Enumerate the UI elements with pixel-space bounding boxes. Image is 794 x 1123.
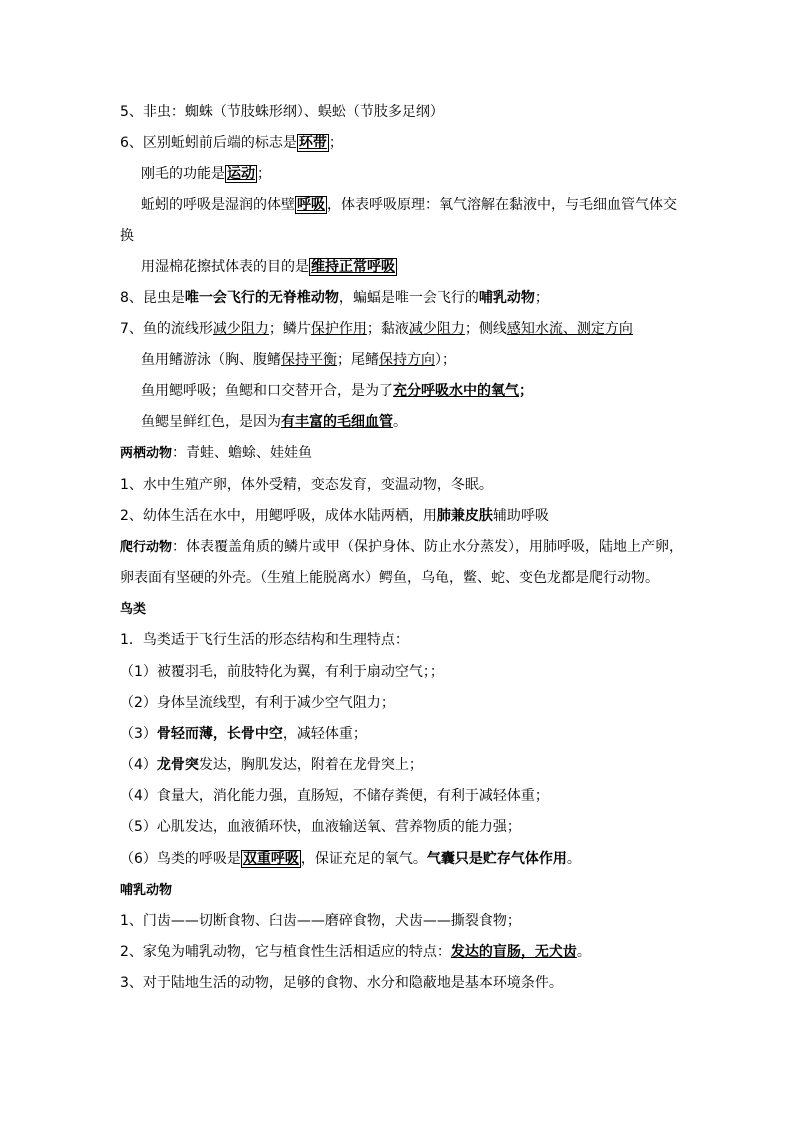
text-line	[120, 629, 690, 651]
text-line	[120, 474, 690, 496]
underlined-term: 保持方向	[379, 352, 435, 368]
line-text: 鱼用鳍游泳（胸、腹鳍	[141, 352, 281, 368]
bold-term: 龙骨突	[156, 757, 199, 773]
line-text: ；	[534, 290, 549, 306]
text-line	[141, 380, 711, 402]
line-text: ，蝙蝠是唯一会飞行的	[338, 290, 479, 306]
bold-underlined-term: 充分呼吸水中的氧气	[393, 383, 519, 399]
text-line	[141, 163, 711, 185]
line-text: ；侧线	[464, 321, 507, 337]
line-text: 卵表面有坚硬的外壳。（生殖上能脱离水）鳄鱼，乌龟，鳖、蛇、变色龙都是爬行动物。	[120, 570, 659, 586]
line-text: 1、门齿——切断食物、臼齿——磨碎食物，犬齿——撕裂食物；	[120, 913, 521, 929]
underlined-term: 保护作用	[310, 321, 367, 337]
text-line	[141, 194, 711, 216]
line-text: ；	[328, 135, 343, 151]
text-line	[120, 785, 690, 807]
boxed-answer: 运动	[227, 166, 255, 182]
line-text: 2、家兔为哺乳动物，它与植食性生活相适应的特点：	[120, 944, 451, 960]
line-text: ）；	[435, 352, 456, 368]
underlined-term: 减少阻力	[408, 321, 465, 337]
bold-term: 唯一会飞行的无脊椎动物	[184, 290, 339, 306]
line-text: 用湿棉花擦拭体表的目的是	[141, 259, 309, 275]
section-heading: 两栖动物	[120, 446, 173, 461]
text-line	[120, 567, 690, 589]
text-line	[120, 848, 690, 870]
line-text: ；	[257, 166, 271, 182]
underlined-term: 感知水流、测定方向	[506, 321, 633, 337]
text-line	[120, 972, 690, 994]
line-text: （5）心肌发达，血液循环快，血液输送氧、营养物质的能力强；	[120, 819, 521, 835]
section-heading: 爬行动物	[120, 540, 173, 555]
text-line	[120, 754, 690, 776]
text-line	[120, 318, 690, 340]
line-text: ，体表呼吸原理：氧气溶解在黏液中，与毛细血管气体交	[327, 197, 677, 213]
section-heading: 哺乳动物	[120, 883, 173, 898]
line-text: （3）	[120, 726, 157, 742]
line-text: 8、昆虫是	[120, 290, 185, 306]
line-text: 发达，胸肌发达，附着在龙骨突上；	[198, 757, 423, 773]
line-text: ；鳞片	[268, 321, 311, 337]
line-text: ：体表覆盖角质的鳞片或甲（保护身体、防止水分蒸发），用肺呼吸，陆地上产卵，	[172, 539, 684, 555]
line-text: ；黏液	[366, 321, 409, 337]
text-line	[141, 256, 711, 278]
underlined-term: 减少阻力	[212, 321, 269, 337]
line-text: 。	[393, 414, 407, 430]
bold-term: 骨轻而薄，长骨中空	[156, 726, 283, 742]
bold-underlined-term: 发达的盲肠，无犬齿	[450, 944, 577, 960]
line-text: 换	[120, 228, 134, 244]
text-line	[120, 225, 690, 247]
boxed-answer: 环带	[298, 135, 327, 151]
text-line	[120, 723, 690, 745]
line-text: 6、区别蚯蚓前后端的标志是	[120, 135, 297, 151]
line-text: ，保证充足的氧气。	[300, 851, 427, 867]
text-line	[120, 910, 690, 932]
line-text: 鱼鳃呈鲜红色，是因为	[141, 414, 281, 430]
underlined-term: 保持平衡	[281, 352, 337, 368]
line-text: （4）食量大，消化能力强，直肠短，不储存粪便，有利于减轻体重；	[120, 788, 549, 804]
line-text: （4）	[120, 757, 157, 773]
line-text: ：青蛙、蟾蜍、娃娃鱼	[172, 445, 313, 461]
boxed-answer: 双重呼吸	[242, 851, 299, 867]
line-text: 1．鸟类适于飞行生活的形态结构和生理特点：	[120, 632, 409, 648]
text-line	[141, 349, 711, 371]
bold-term: 哺乳动物	[478, 290, 535, 306]
text-line	[120, 287, 690, 309]
text-line	[120, 536, 690, 559]
line-text: （2）身体呈流线型，有利于减少空气阻力；	[120, 695, 395, 711]
text-line	[120, 132, 690, 154]
line-text: 5、非虫：蜘蛛（节肢蛛形纲）、蜈蚣（节肢多足纲）	[120, 104, 444, 120]
line-text: 刚毛的功能是	[141, 166, 225, 182]
text-line	[141, 411, 711, 433]
section-heading: 鸟类	[120, 602, 147, 617]
line-text: ；	[519, 383, 533, 399]
text-line	[120, 101, 690, 123]
boxed-answer: 呼吸	[297, 197, 325, 213]
line-text: 。	[576, 944, 591, 960]
text-line	[120, 505, 690, 527]
line-text: 3、对于陆地生活的动物，足够的食物、水分和隐蔽地是基本环境条件。	[120, 975, 563, 991]
line-text: （6）鸟类的呼吸是	[120, 851, 241, 867]
text-line	[120, 598, 690, 621]
line-text: 鱼用鳃呼吸；鱼鳃和口交替开合，是为了	[141, 383, 393, 399]
text-line	[120, 692, 690, 714]
text-line	[120, 661, 690, 683]
bold-term: 肺兼皮肤	[436, 508, 493, 524]
line-text: 。	[566, 851, 581, 867]
bold-underlined-term: 有丰富的毛细血管	[281, 414, 393, 430]
line-text: 蚯蚓的呼吸是湿润的体壁	[141, 197, 295, 213]
line-text: ；尾鳍	[337, 352, 379, 368]
text-line	[120, 816, 690, 838]
boxed-answer: 维持正常呼吸	[311, 259, 395, 275]
text-line	[120, 442, 690, 465]
text-line	[120, 879, 690, 902]
line-text: ，减轻体重；	[282, 726, 367, 742]
line-text: 2、幼体生活在水中，用鳃呼吸，成体水陆两栖，用	[120, 508, 437, 524]
line-text: 7、鱼的流线形	[120, 321, 213, 337]
line-text: （1）被覆羽毛，前肢特化为翼，有利于扇动空气；；	[120, 664, 444, 680]
line-text: 1、水中生殖产卵，体外受精，变态发育，变温动物，冬眠。	[120, 477, 493, 493]
line-text: 辅助呼吸	[492, 508, 549, 524]
text-line	[120, 941, 690, 963]
bold-term: 气囊只是贮存气体作用	[426, 851, 567, 867]
